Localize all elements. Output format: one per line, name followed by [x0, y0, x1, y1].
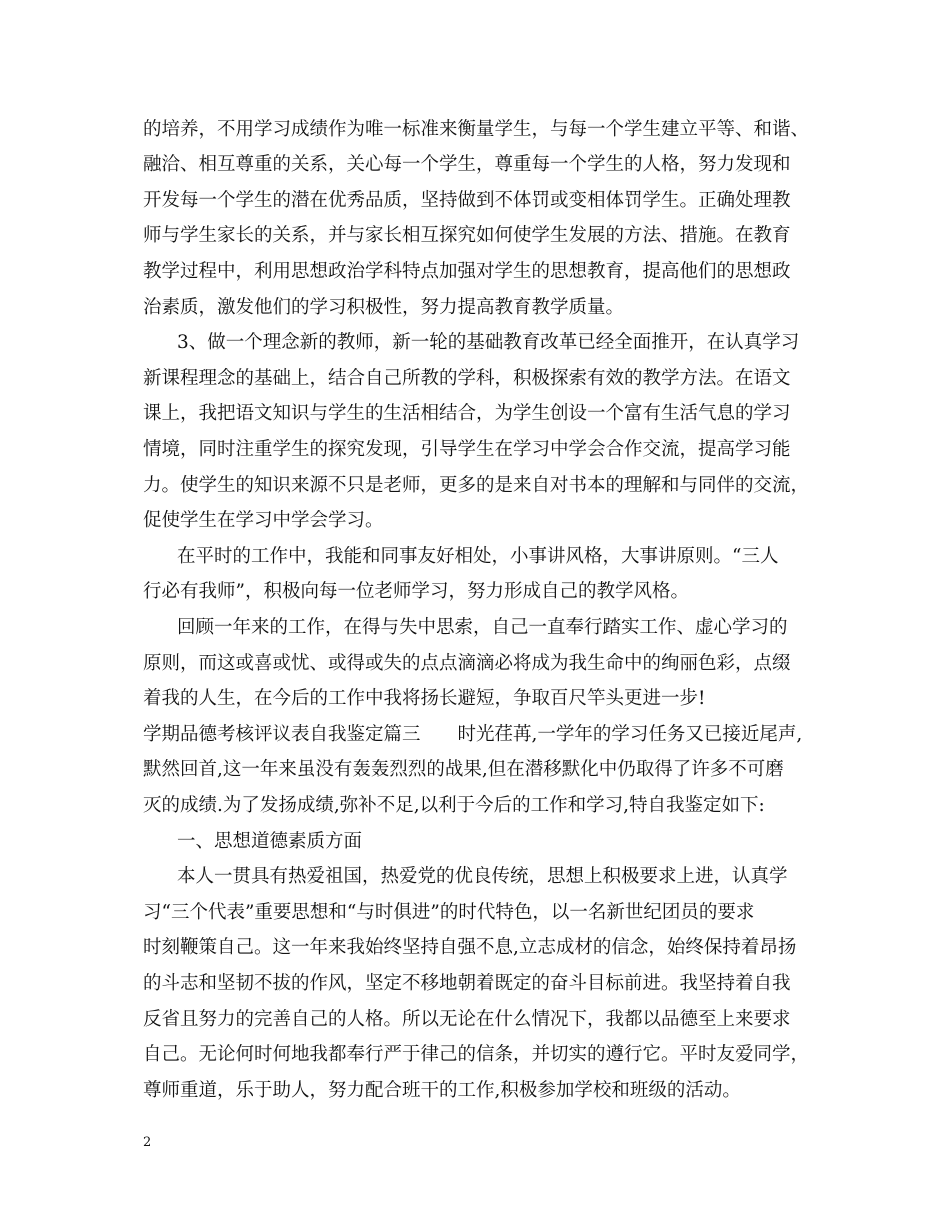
text-line: 促使学生在学习中学会学习。: [143, 510, 384, 531]
text-line: 师与学生家长的关系，并与家长相互探究如何使学生发展的方法、措施。在教育: [143, 225, 791, 246]
page-number: 2: [143, 1135, 152, 1150]
text-line: 习“三个代表”重要思想和“与时俱进”的时代特色，以一名新世纪团员的要求: [143, 902, 755, 923]
subheading-line: 一、思想道德素质方面: [177, 831, 363, 852]
text-line: 治素质，激发他们的学习积极性，努力提高教育教学质量。: [143, 297, 625, 318]
text-line: 行必有我师”，积极向每一位老师学习，努力形成自己的教学风格。: [143, 581, 689, 602]
text-line: 情境，同时注重学生的探究发现，引导学生在学习中学会合作交流，提高学习能: [143, 439, 791, 460]
text-line: 本人一贯具有热爱祖国，热爱党的优良传统，思想上积极要求上进，认真学: [177, 866, 788, 887]
section-heading-line: 学期品德考核评议表自我鉴定篇三 时光荏苒,一学年的学习任务又已接近尾声,: [143, 724, 803, 745]
text-line: 灭的成绩.为了发扬成绩,弥补不足,以利于今后的工作和学习,特自我鉴定如下:: [143, 795, 765, 816]
text-line: 时刻鞭策自己。这一年来我始终坚持自强不息,立志成材的信念，始终保持着昂扬: [143, 937, 797, 958]
text-line: 自己。无论何时何地我都奉行严于律己的信条，并切实的遵行它。平时友爱同学，: [143, 1044, 810, 1065]
text-line: 反省且努力的完善自己的人格。所以无论在什么情况下，我都以品德至上来要求: [143, 1009, 791, 1030]
text-line: 课上，我把语文知识与学生的生活相结合，为学生创设一个富有生活气息的学习: [143, 403, 791, 424]
text-line: 着我的人生，在今后的工作中我将扬长避短，争取百尺竿头更进一步!: [143, 688, 706, 709]
text-line: 默然回首,这一年来虽没有轰轰烈烈的战果,但在潜移默化中仍取得了许多不可磨: [143, 759, 784, 780]
text-line: 回顾一年来的工作，在得与失中思索，自己一直奉行踏实工作、虚心学习的: [177, 617, 788, 638]
text-line: 融洽、相互尊重的关系，关心每一个学生，尊重每一个学生的人格，努力发现和: [143, 154, 791, 175]
text-line: 力。使学生的知识来源不只是老师，更多的是来自对书本的理解和与同伴的交流，: [143, 475, 810, 496]
text-line: 原则，而这或喜或忧、或得或失的点点滴滴必将成为我生命中的绚丽色彩，点缀: [143, 653, 791, 674]
text-line: 3、做一个理念新的教师，新一轮的基础教育改革已经全面推开，在认真学习: [177, 332, 800, 353]
text-line: 的斗志和坚韧不拔的作风，坚定不移地朝着既定的奋斗目标前进。我坚持着自我: [143, 973, 791, 994]
text-line: 的培养，不用学习成绩作为唯一标准来衡量学生，与每一个学生建立平等、和谐、: [143, 119, 810, 140]
text-line: 教学过程中，利用思想政治学科特点加强对学生的思想教育，提高他们的思想政: [143, 261, 791, 282]
text-line: 尊师重道，乐于助人，努力配合班干的工作,积极参加学校和班级的活动。: [143, 1080, 741, 1101]
text-line: 在平时的工作中，我能和同事友好相处，小事讲风格，大事讲原则。“三人: [177, 546, 779, 567]
text-line: 新课程理念的基础上，结合自己所教的学科，积极探索有效的教学方法。在语文: [143, 368, 791, 389]
text-line: 开发每一个学生的潜在优秀品质，坚持做到不体罚或变相体罚学生。正确处理教: [143, 190, 791, 211]
